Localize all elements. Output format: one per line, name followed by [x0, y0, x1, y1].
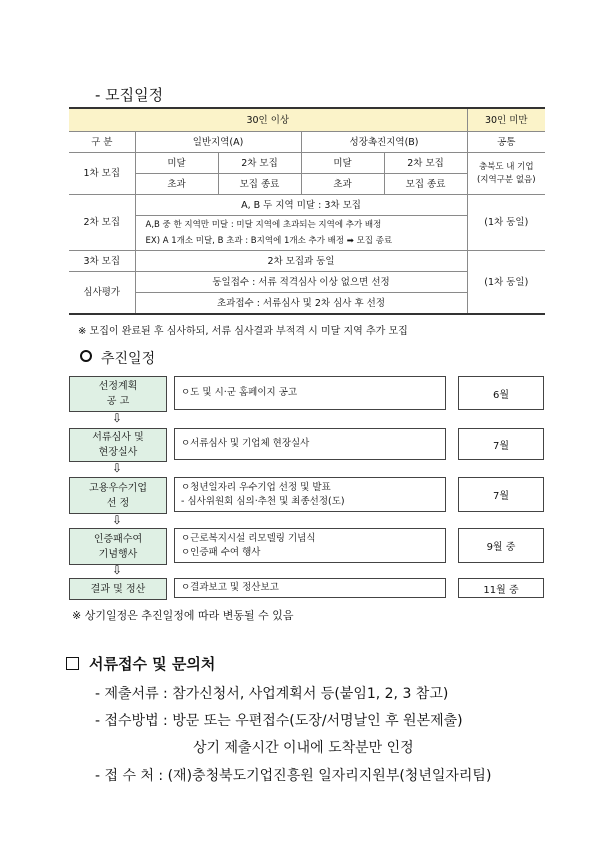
step-selection [69, 477, 167, 514]
table-row [69, 251, 545, 272]
step-desc-line2: - 심사위원회 심의·추천 및 최종선정(도) [181, 495, 345, 507]
down-arrow-icon: ⇩ [112, 513, 123, 527]
cell-shortfall: 미달 [135, 153, 218, 174]
step-desc [174, 578, 446, 598]
cell-excess: 초과 [135, 174, 218, 195]
step-desc [174, 528, 446, 563]
cell-shortfall: 미달 [301, 153, 384, 174]
col-general: 일반지역(A) [135, 132, 301, 153]
step-desc [174, 477, 446, 512]
review-line1: 동일접수 : 서류 적격심사 이상 없으면 선정 [135, 272, 467, 293]
step-desc-line1: ㅇ청년일자리 우수기업 선정 및 발표 [181, 481, 331, 493]
step-announcement [69, 376, 167, 412]
submission-heading [66, 653, 215, 674]
round2-detail [135, 216, 467, 251]
step-desc [174, 376, 446, 410]
cell-round2: 2차 모집 [218, 153, 301, 174]
step-name-line1: 결과 및 정산 [90, 583, 146, 595]
col-common: 공통 [467, 132, 545, 153]
step-ceremony [69, 528, 167, 565]
round2-line1: A, B 두 지역 미달 : 3차 모집 [135, 195, 467, 216]
progress-heading [80, 348, 155, 368]
submission-method-cont: 상기 제출시간 이내에 도착분만 인정 [193, 740, 414, 756]
submission-office: - 접 수 처 : (재)충청북도기업진흥원 일자리지원부(청년일자리팀) [95, 768, 492, 784]
step-name-line1: 인증패수여 [93, 533, 143, 545]
step-desc [174, 428, 446, 460]
step-review [69, 428, 167, 462]
circle-bullet-icon [80, 350, 92, 362]
round2-line3: EX) A 1개소 미달, B 초과 : B지역에 1개소 추가 배정 ➡ 모집 종료 [145, 236, 393, 246]
cell-round2: 2차 모집 [384, 153, 467, 174]
review-label: 심사평가 [69, 272, 135, 315]
table-header-row [69, 108, 545, 132]
down-arrow-icon: ⇩ [112, 563, 123, 577]
step-name-line2: 선 정 [106, 497, 130, 509]
progress-heading-text: 추진일정 [101, 351, 156, 367]
step-name-line1: 선정계획 [98, 381, 138, 392]
step-name-line1: 서류심사 및 [92, 432, 144, 443]
recruit-schedule-table [69, 107, 545, 315]
recruit-footnote: ※ 모집이 완료된 후 심사하되, 서류 심사결과 부적격 시 미달 지역 추가 모집 [78, 326, 408, 337]
header-under30: 30인 미만 [467, 108, 545, 132]
round2-line2: A,B 중 한 지역만 미달 : 미달 지역에 초과되는 지역에 추가 배정 [145, 220, 382, 230]
submission-heading-text: 서류접수 및 문의처 [89, 655, 216, 673]
step-desc-line1: ㅇ결과보고 및 정산보고 [181, 582, 279, 593]
cell-excess: 초과 [301, 174, 384, 195]
review-line2: 초과접수 : 서류심사 및 2차 심사 후 선정 [135, 293, 467, 315]
common-note [467, 153, 545, 195]
recruit-schedule-heading: - 모집일정 [95, 86, 164, 104]
progress-footnote: ※ 상기일정은 추진일정에 따라 변동될 수 있음 [72, 609, 294, 622]
cell-close: 모집 종료 [218, 174, 301, 195]
round2-label: 2차 모집 [69, 195, 135, 251]
step-when: 9월 중 [458, 528, 544, 563]
submission-docs: - 제출서류 : 참가신청서, 사업계획서 등(붙임1, 2, 3 참고) [95, 686, 449, 702]
step-when: 7월 [458, 428, 544, 460]
down-arrow-icon: ⇩ [112, 411, 123, 425]
round1-label: 1차 모집 [69, 153, 135, 195]
step-name-line2: 공 고 [106, 396, 130, 407]
step-name-line2: 현장실사 [98, 447, 138, 458]
header-over30: 30인 이상 [69, 108, 467, 132]
submission-method: - 접수방법 : 방문 또는 우편접수(도장/서명날인 후 원본제출) [95, 713, 463, 729]
col-growth: 성장촉진지역(B) [301, 132, 467, 153]
round3-label: 3차 모집 [69, 251, 135, 272]
square-bullet-icon [66, 657, 79, 670]
step-when: 6월 [458, 376, 544, 410]
review-common: (1차 동일) [467, 251, 545, 315]
step-desc-line1: ㅇ근로복지시설 리모델링 기념식 [181, 532, 316, 544]
step-when: 11월 중 [458, 578, 544, 598]
table-row [69, 195, 545, 216]
step-name-line2: 기념행사 [98, 548, 138, 560]
cell-close: 모집 종료 [384, 174, 467, 195]
step-desc-line1: ㅇ도 및 시·군 홈페이지 공고 [181, 387, 298, 398]
col-label: 구 분 [69, 132, 135, 153]
common-note-line1: 충북도 내 기업 [478, 161, 534, 172]
round2-common: (1차 동일) [467, 195, 545, 251]
step-settlement [69, 578, 167, 600]
down-arrow-icon: ⇩ [112, 461, 123, 475]
step-desc-line2: ㅇ인증패 수여 행사 [181, 546, 261, 558]
table-row [69, 132, 545, 153]
round3-text: 2차 모집과 동일 [135, 251, 467, 272]
step-name-line1: 고용우수기업 [89, 482, 147, 494]
step-when: 7월 [458, 477, 544, 512]
common-note-line2: (지역구분 없음) [476, 174, 536, 185]
table-row [69, 153, 545, 174]
step-desc-line1: ㅇ서류심사 및 기업체 현장실사 [181, 438, 310, 449]
